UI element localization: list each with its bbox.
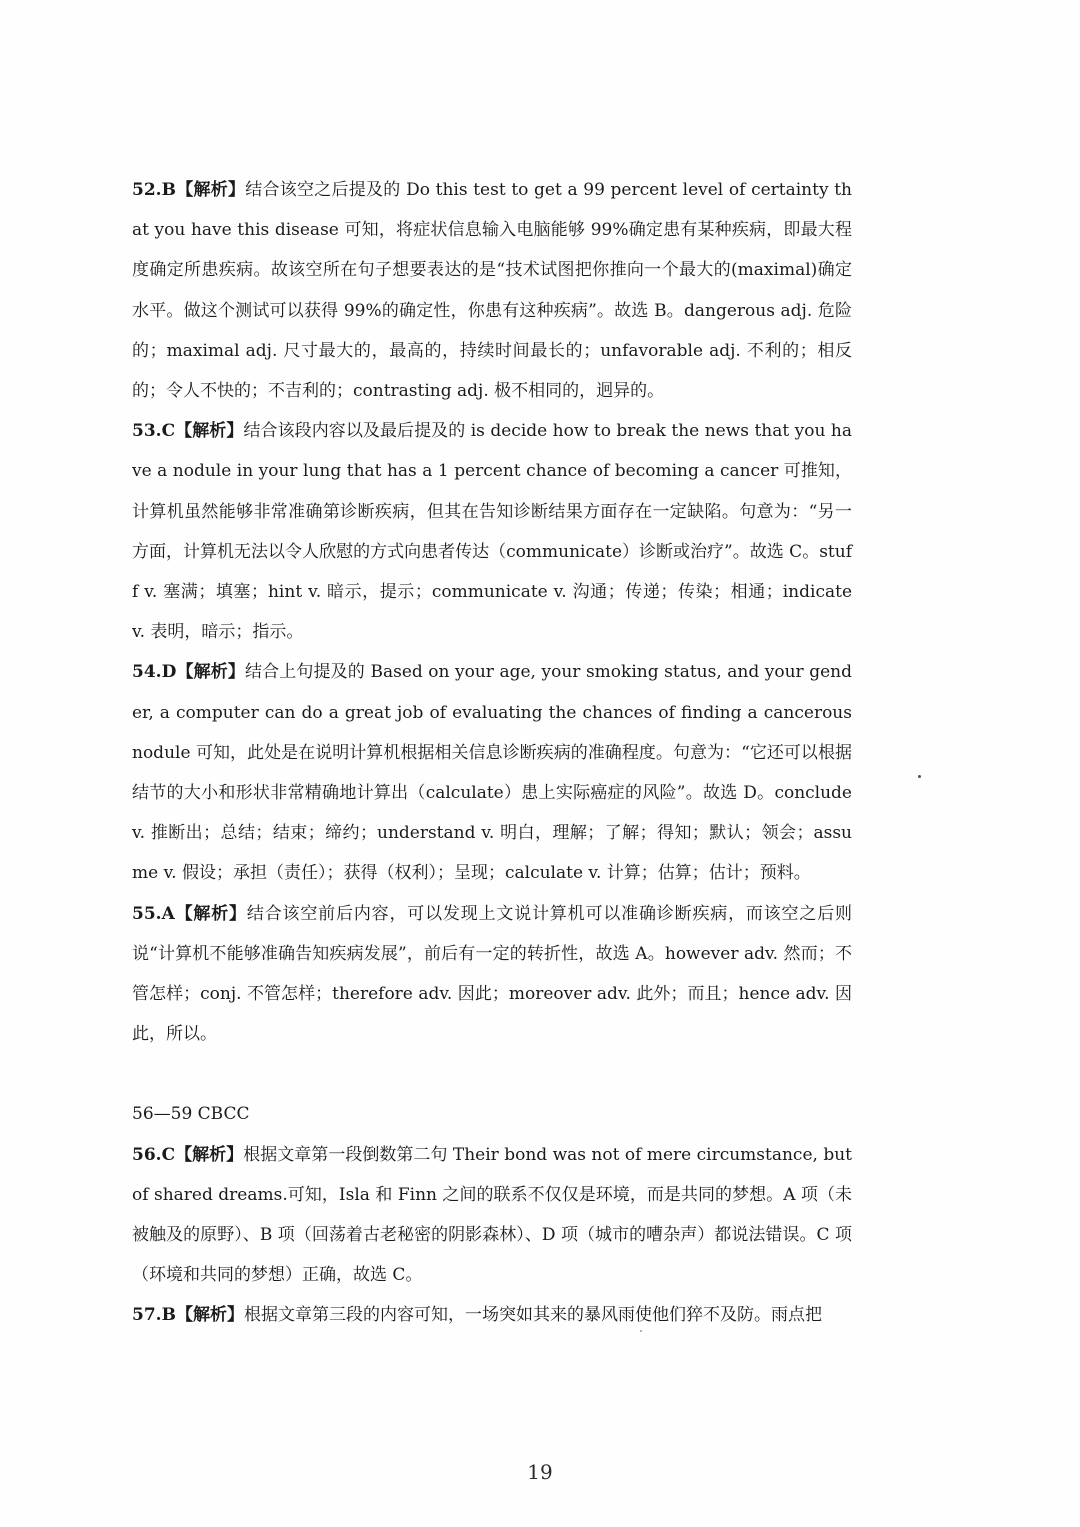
answer-55-text: 结合该空前后内容，可以发现上文说计算机可以准确诊断疾病，而该空之后则说“计算机不能够准确告知疾病发展”，前后有一定的转折性，故选 A。however adv. 然而；不管怎样；conj. 不管怎样；therefore adv. 因此；moreover adv. 此外；而且；hence adv. 因此，所以。 bbox=[132, 903, 853, 1045]
answer-54-head: 54.D【解析】 bbox=[132, 662, 245, 683]
answer-53 bbox=[132, 411, 852, 652]
answer-53-head: 53.C【解析】 bbox=[132, 421, 244, 442]
answer-56 bbox=[132, 1135, 852, 1296]
answer-52-head: 52.B【解析】 bbox=[132, 180, 246, 200]
answer-56-head: 56.C【解析】 bbox=[132, 1144, 244, 1165]
answer-52 bbox=[132, 170, 852, 411]
answer-54-text: 结合上句提及的 Based on your age, your smoking status, and your gender, a computer can do a great job of evaluating the chances of finding a cancerous nodule 可知，此处是在说明计算机根据相关信息诊断疾病的准确程度。句意为：“它还可以根据结节的大小和形状非常精确地计算出（calculate）患上实际癌症的风险”。故选 D。conclude v. 推断出；总结；结束；缔约；understand v. 明白，理解；了解；得知；默认；领会；assume v. 假设；承担（责任）；获得（权利）；呈现；calculate v. 计算；估算；估计；预料。 bbox=[132, 662, 852, 884]
answer-54 bbox=[132, 652, 852, 893]
answer-52-text: 结合该空之后提及的 Do this test to get a 99 percent level of certainty that you have this disease 可知，将症状信息输入电脑能够 99%确定患有某种疾病，即最大程度确定所患疾病。故该空所在句子想要表达的是“技术试图把你推向一个最大的(maximal)确定水平。做这个测试可以获得 99%的确定性，你患有这种疾病”。故选 B。dangerous adj. 危险的；maximal adj. 尺寸最大的，最高的，持续时间最长的；unfavorable adj. 不利的；相反的；令人不快的；不吉利的；contrasting adj. 极不相同的，迥异的。 bbox=[132, 180, 852, 402]
answer-57 bbox=[132, 1295, 852, 1335]
scan-speck bbox=[640, 1330, 642, 1332]
answer-56-text: 根据文章第一段倒数第二句 Their bond was not of mere circumstance, but of shared dreams.可知，Isla 和 Finn 之间的联系不仅仅是环境，而是共同的梦想。A 项（未被触及的原野）、B 项（回荡着古老秘密的阴影森林）、D 项（城市的嘈杂声）都说法错误。C 项（环境和共同的梦想）正确，故选 C。 bbox=[132, 1144, 853, 1286]
answer-55 bbox=[132, 894, 852, 1055]
page-content bbox=[132, 170, 852, 1336]
answer-57-text: 根据文章第三段的内容可知，一场突如其来的暴风雨使他们猝不及防。雨点把 bbox=[243, 1305, 822, 1326]
answer-53-text: 结合该段内容以及最后提及的 is decide how to break the news that you have a nodule in your lung that has a 1 percent chance of becoming a cancer 可推知，计算机虽然能够非常准确第诊断疾病，但其在告知诊断结果方面存在一定缺陷。句意为：“另一方面，计算机无法以令人欣慰的方式向患者传达（communicate）诊断或治疗”。故选 C。stuff v. 塞满；填塞；hint v. 暗示，提示；communicate v. 沟通；传递；传染；相通；indicate v. 表明，暗示；指示。 bbox=[132, 421, 853, 643]
scan-speck bbox=[918, 775, 921, 778]
section-answers: 56—59 CBCC bbox=[132, 1104, 250, 1125]
answer-57-head: 57.B【解析】 bbox=[132, 1305, 244, 1326]
answer-55-head: 55.A【解析】 bbox=[132, 903, 247, 924]
section-gap bbox=[132, 1054, 852, 1094]
page-number: 19 bbox=[527, 1460, 553, 1484]
